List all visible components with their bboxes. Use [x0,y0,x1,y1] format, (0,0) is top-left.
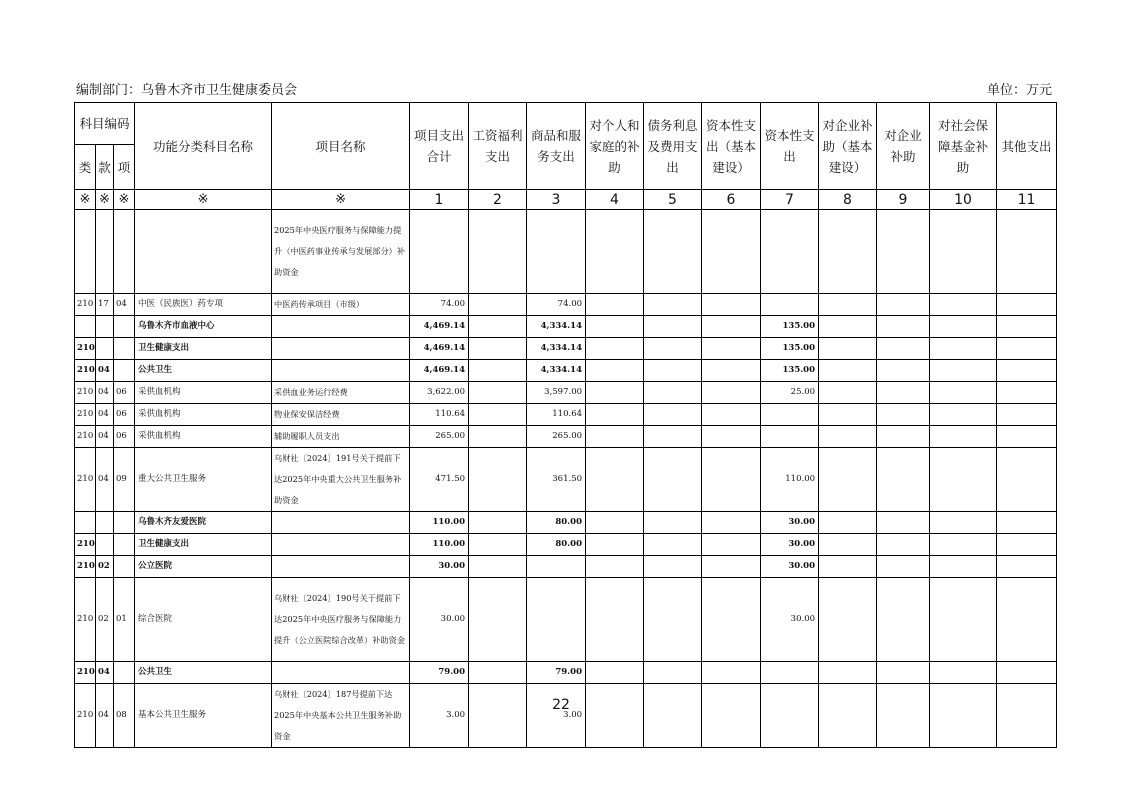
table-cell [877,294,930,316]
table-cell: 210 [75,426,96,448]
table-cell [702,684,761,748]
table-cell: 采供血机构 [135,404,272,426]
table-cell [644,448,702,512]
table-cell: 采供血业务运行经费 [272,382,410,404]
table-row [75,684,1057,748]
table-cell [469,338,527,360]
table-cell [114,534,135,556]
table-cell [644,512,702,534]
table-cell: 135.00 [761,316,819,338]
table-cell [930,360,997,382]
table-cell: 30.00 [410,556,469,578]
table-cell [930,512,997,534]
header-proj-name: 项目名称 [272,103,410,190]
table-cell [761,684,819,748]
table-body [75,210,1057,748]
header-kuan: 款 [96,145,114,190]
table-cell [877,404,930,426]
table-cell [877,534,930,556]
table-cell [75,512,96,534]
table-cell [702,360,761,382]
table-cell [819,210,877,294]
table-cell [469,556,527,578]
table-cell [930,316,997,338]
table-cell [930,684,997,748]
table-cell: 110.00 [410,512,469,534]
table-cell [702,662,761,684]
table-cell [527,556,586,578]
table-cell [469,684,527,748]
table-cell: 17 [96,294,114,316]
table-cell [469,382,527,404]
table-cell [877,426,930,448]
table-cell [586,426,644,448]
table-cell: 物业保安保洁经费 [272,404,410,426]
table-cell [877,338,930,360]
table-cell [96,210,114,294]
table-cell [997,556,1057,578]
table-cell [75,316,96,338]
table-cell: 210 [75,382,96,404]
table-cell [272,338,410,360]
table-cell [586,382,644,404]
table-cell [702,316,761,338]
table-cell [702,294,761,316]
table-cell: 乌鲁木齐友爱医院 [135,512,272,534]
table-cell [272,534,410,556]
table-cell: 3.00 [410,684,469,748]
header-col-7: 资本性支出 [761,103,819,190]
table-cell [819,578,877,662]
table-cell [997,426,1057,448]
table-cell: 471.50 [410,448,469,512]
unit-label: 单位：万元 [986,83,1052,98]
table-cell: 30.00 [761,512,819,534]
table-cell [997,578,1057,662]
table-cell [819,338,877,360]
mark-cell: 4 [586,190,644,210]
table-cell [997,404,1057,426]
header-col-2: 工资福利支出 [469,103,527,190]
header-col-4: 对个人和家庭的补助 [586,103,644,190]
table-cell [761,294,819,316]
table-cell: 06 [114,426,135,448]
table-cell: 中医（民族医）药专项 [135,294,272,316]
table-cell [644,316,702,338]
table-cell: 110.00 [761,448,819,512]
table-cell [96,338,114,360]
table-cell [877,684,930,748]
mark-cell: 7 [761,190,819,210]
dept-label: 编制部门：乌鲁木齐市卫生健康委员会 [76,83,298,98]
table-cell: 210 [75,662,96,684]
table-cell [644,382,702,404]
table-cell [930,294,997,316]
mark-cell: 3 [527,190,586,210]
mark-row [75,190,1057,210]
table-cell [819,534,877,556]
table-cell [877,662,930,684]
table-cell: 4,469.14 [410,338,469,360]
table-cell [997,512,1057,534]
table-cell: 04 [114,294,135,316]
page-number: 22 [552,697,570,713]
table-row [75,512,1057,534]
table-cell: 乌鲁木齐市血液中心 [135,316,272,338]
table-cell: 乌财社〔2024〕187号提前下达2025年中央基本公共卫生服务补助资金 [272,684,410,748]
table-cell [930,338,997,360]
table-cell [819,294,877,316]
table-cell [527,210,586,294]
table-cell: 265.00 [527,426,586,448]
table-cell [819,382,877,404]
table-row [75,426,1057,448]
table-cell: 04 [96,684,114,748]
table-row [75,448,1057,512]
table-cell: 04 [96,662,114,684]
table-cell: 210 [75,534,96,556]
table-cell [469,210,527,294]
table-cell: 210 [75,448,96,512]
table-cell: 80.00 [527,534,586,556]
header-col-3: 商品和服务支出 [527,103,586,190]
table-cell: 4,334.14 [527,360,586,382]
table-cell: 重大公共卫生服务 [135,448,272,512]
table-cell [930,556,997,578]
table-cell: 210 [75,684,96,748]
header-lei: 类 [75,145,96,190]
table-cell: 综合医院 [135,578,272,662]
header-col-8: 对企业补助（基本建设） [819,103,877,190]
table-cell [114,360,135,382]
table-cell [997,316,1057,338]
table-cell: 135.00 [761,360,819,382]
table-cell [819,556,877,578]
table-cell [586,556,644,578]
table-cell [644,426,702,448]
mark-cell: 11 [997,190,1057,210]
table-cell [96,534,114,556]
table-cell [702,534,761,556]
header-col-10: 对社会保障基金补助 [930,103,997,190]
table-cell [586,448,644,512]
table-cell [410,210,469,294]
mark-cell: 9 [877,190,930,210]
mark-cell: 10 [930,190,997,210]
table-cell: 04 [96,360,114,382]
table-cell: 公立医院 [135,556,272,578]
table-cell: 74.00 [527,294,586,316]
table-cell: 09 [114,448,135,512]
table-cell [644,210,702,294]
table-cell [644,662,702,684]
table-cell: 4,469.14 [410,316,469,338]
table-cell [877,210,930,294]
table-cell: 30.00 [761,556,819,578]
table-cell [114,512,135,534]
table-cell [997,210,1057,294]
table-cell [877,556,930,578]
table-cell [819,404,877,426]
table-cell [997,294,1057,316]
table-cell [96,316,114,338]
table-cell: 110.64 [410,404,469,426]
table-cell [527,578,586,662]
table-cell [469,578,527,662]
table-cell [997,684,1057,748]
table-cell [469,448,527,512]
table-cell [586,404,644,426]
table-cell [997,448,1057,512]
table-cell [644,578,702,662]
table-cell [75,210,96,294]
table-row [75,556,1057,578]
table-cell [761,210,819,294]
table-cell [114,556,135,578]
table-cell: 3,622.00 [410,382,469,404]
table-cell [272,360,410,382]
mark-cell: ※ [75,190,96,210]
table-cell [702,448,761,512]
table-cell [135,210,272,294]
table-cell [114,210,135,294]
header-col-1: 项目支出合计 [410,103,469,190]
table-cell: 135.00 [761,338,819,360]
mark-cell: 8 [819,190,877,210]
table-cell: 02 [96,578,114,662]
table-cell: 04 [96,448,114,512]
table-cell: 361.50 [527,448,586,512]
table-cell: 08 [114,684,135,748]
table-cell [272,556,410,578]
table-cell: 卫生健康支出 [135,534,272,556]
mark-cell: ※ [272,190,410,210]
table-cell [819,684,877,748]
table-cell [877,382,930,404]
table-cell: 卫生健康支出 [135,338,272,360]
table-cell: 110.00 [410,534,469,556]
table-cell [586,512,644,534]
table-cell: 公共卫生 [135,360,272,382]
table-cell [819,316,877,338]
table-cell: 30.00 [410,578,469,662]
table-cell [586,534,644,556]
table-cell [644,338,702,360]
mark-cell: ※ [96,190,114,210]
table-row [75,534,1057,556]
table-cell: 79.00 [527,662,586,684]
table-cell [114,338,135,360]
table-cell: 01 [114,578,135,662]
header-func-name: 功能分类科目名称 [135,103,272,190]
table-cell: 210 [75,578,96,662]
table-cell: 04 [96,404,114,426]
project-expenditure-table [74,102,1057,748]
table-cell: 210 [75,556,96,578]
table-cell [930,382,997,404]
table-cell [877,578,930,662]
table-cell [644,360,702,382]
table-row [75,404,1057,426]
table-cell [997,382,1057,404]
table-cell [586,662,644,684]
table-cell [469,662,527,684]
header-col-5: 债务利息及费用支出 [644,103,702,190]
table-row [75,210,1057,294]
table-cell [272,662,410,684]
table-cell [644,684,702,748]
header-xiang: 项 [114,145,135,190]
table-row [75,316,1057,338]
table-cell: 2025年中央医疗服务与保障能力提升（中医药事业传承与发展部分）补助资金 [272,210,410,294]
table-cell [702,382,761,404]
table-cell [469,404,527,426]
table-cell: 04 [96,426,114,448]
table-cell [586,210,644,294]
table-cell [997,662,1057,684]
table-cell: 210 [75,294,96,316]
table-cell [644,294,702,316]
table-cell [930,662,997,684]
table-cell [819,360,877,382]
table-cell [469,534,527,556]
table-cell [586,316,644,338]
table-cell [586,338,644,360]
table-cell [877,512,930,534]
table-row [75,338,1057,360]
table-cell: 74.00 [410,294,469,316]
header-col-9: 对企业补助 [877,103,930,190]
table-cell [877,360,930,382]
header-col-6: 资本性支出（基本建设） [702,103,761,190]
table-cell: 辅助履职人员支出 [272,426,410,448]
table-cell: 采供血机构 [135,426,272,448]
mark-cell: ※ [135,190,272,210]
table-cell: 80.00 [527,512,586,534]
table-cell: 乌财社〔2024〕190号关于提前下达2025年中央医疗服务与保障能力提升（公立医院综合改革）补助资金 [272,578,410,662]
table-cell [114,662,135,684]
table-cell [702,426,761,448]
table-row [75,360,1057,382]
table-cell: 基本公共卫生服务 [135,684,272,748]
table-cell: 3,597.00 [527,382,586,404]
table-cell: 4,334.14 [527,338,586,360]
table-row [75,382,1057,404]
table-cell: 30.00 [761,534,819,556]
table-cell [644,556,702,578]
table-cell [586,360,644,382]
table-cell [469,360,527,382]
mark-cell: 2 [469,190,527,210]
table-cell [819,448,877,512]
table-cell [930,426,997,448]
table-cell [930,578,997,662]
table-cell [997,360,1057,382]
table-cell [702,210,761,294]
table-cell: 210 [75,338,96,360]
table-cell [819,426,877,448]
table-cell: 06 [114,382,135,404]
table-cell [930,534,997,556]
table-cell [469,512,527,534]
table-cell: 02 [96,556,114,578]
table-cell [644,534,702,556]
table-cell [761,662,819,684]
table-cell: 中医药传承项目（市级） [272,294,410,316]
table-cell [930,448,997,512]
table-cell [997,534,1057,556]
table-cell: 采供血机构 [135,382,272,404]
table-cell [469,426,527,448]
mark-cell: 6 [702,190,761,210]
table-cell: 乌财社〔2024〕191号关于提前下达2025年中央重大公共卫生服务补助资金 [272,448,410,512]
table-cell: 30.00 [761,578,819,662]
table-cell [819,512,877,534]
table-cell: 3.00 [527,684,586,748]
table-row [75,662,1057,684]
table-cell [930,404,997,426]
header-col-11: 其他支出 [997,103,1057,190]
table-cell [877,448,930,512]
table-cell [930,210,997,294]
table-cell [469,294,527,316]
table-cell [877,316,930,338]
table-cell [761,404,819,426]
table-cell: 04 [96,382,114,404]
table-cell [586,578,644,662]
table-cell [469,316,527,338]
table-cell: 公共卫生 [135,662,272,684]
table-cell [702,578,761,662]
table-cell [96,512,114,534]
table-cell: 4,334.14 [527,316,586,338]
table-cell: 210 [75,404,96,426]
table-cell [114,316,135,338]
table-cell [702,556,761,578]
table-cell [586,684,644,748]
table-cell: 06 [114,404,135,426]
table-cell [702,404,761,426]
table-cell: 25.00 [761,382,819,404]
table-cell: 110.64 [527,404,586,426]
table-row [75,578,1057,662]
table-cell [702,338,761,360]
table-cell [272,512,410,534]
table-cell [644,404,702,426]
table-cell: 79.00 [410,662,469,684]
table-cell [997,338,1057,360]
table-cell: 4,469.14 [410,360,469,382]
table-cell [761,426,819,448]
table-cell [586,294,644,316]
table-cell [702,512,761,534]
mark-cell: 5 [644,190,702,210]
mark-cell: ※ [114,190,135,210]
table-row [75,294,1057,316]
table-cell [819,662,877,684]
table-cell: 210 [75,360,96,382]
table-cell: 265.00 [410,426,469,448]
header-code-group: 科目编码 [75,103,135,145]
mark-cell: 1 [410,190,469,210]
table-cell [272,316,410,338]
